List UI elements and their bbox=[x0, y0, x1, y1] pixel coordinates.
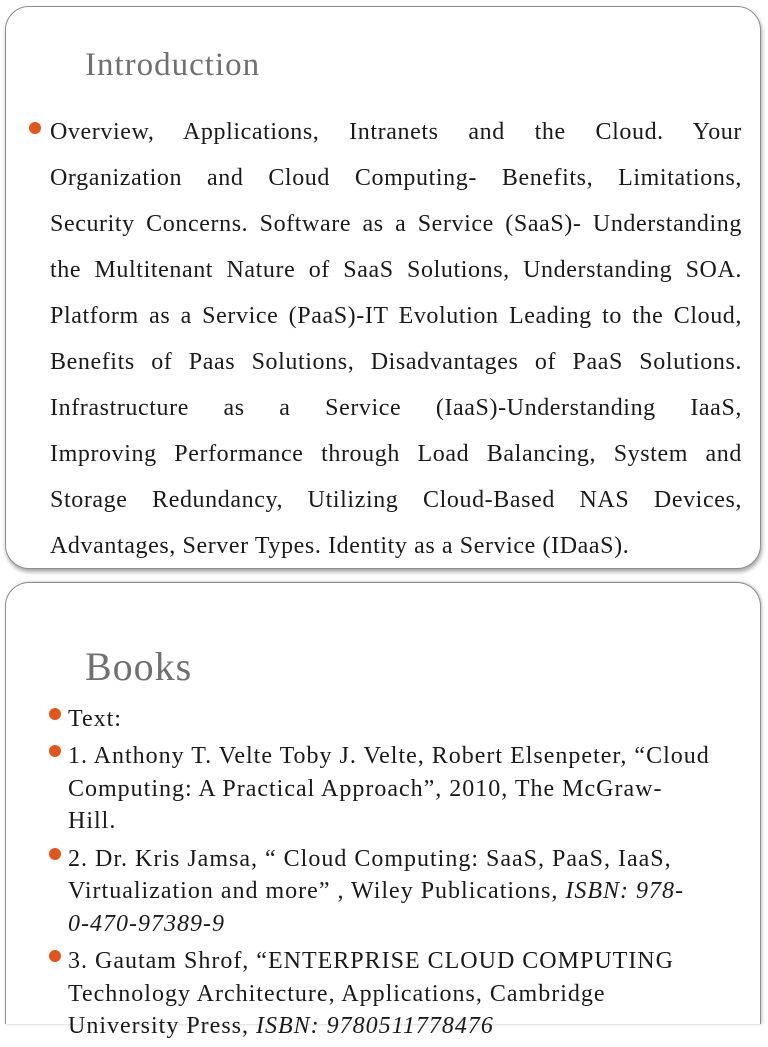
isbn-text: ISBN: 9780511778476 bbox=[256, 1013, 494, 1040]
list-item-text: Text: bbox=[68, 706, 122, 732]
list-item bbox=[49, 843, 749, 941]
slide-title: Introduction bbox=[85, 47, 261, 83]
list-item-text: Hill. bbox=[68, 808, 117, 835]
list-item-line bbox=[68, 908, 749, 941]
list-item-line bbox=[68, 740, 749, 773]
slide-introduction bbox=[5, 6, 761, 569]
list-item-line bbox=[68, 945, 749, 978]
list-item-line bbox=[68, 703, 749, 736]
intro-paragraph-line: Improving Performance through Load Balancing, System and bbox=[50, 441, 742, 467]
list-item bbox=[49, 740, 749, 838]
list-item-text: University Press, bbox=[68, 1013, 256, 1040]
list-item bbox=[49, 703, 749, 736]
list-item-line bbox=[68, 1010, 749, 1043]
intro-paragraph-line: Advantages, Server Types. Identity as a Service (IDaaS). bbox=[50, 533, 630, 559]
intro-paragraph-line: Infrastructure as a Service (IaaS)-Understanding IaaS, bbox=[50, 395, 742, 421]
list-item-line bbox=[68, 875, 749, 908]
list-item bbox=[49, 945, 749, 1043]
isbn-text: 0-470-97389-9 bbox=[68, 910, 225, 937]
list-item-line bbox=[68, 805, 749, 838]
books-list bbox=[49, 703, 749, 1047]
bullet-icon bbox=[49, 848, 61, 860]
intro-paragraph-line: the Multitenant Nature of SaaS Solutions, Understanding SOA. bbox=[50, 257, 742, 283]
bullet-icon bbox=[29, 122, 41, 134]
list-item-line bbox=[68, 843, 749, 876]
list-item-text: 1. Anthony T. Velte Toby J. Velte, Robert Elsenpeter, “Cloud bbox=[68, 743, 710, 770]
bullet-icon bbox=[49, 708, 61, 720]
intro-paragraph-line: Benefits of Paas Solutions, Disadvantages of PaaS Solutions. bbox=[50, 349, 742, 375]
slide-books bbox=[5, 582, 761, 1040]
list-item-line bbox=[68, 978, 749, 1011]
bullet-icon bbox=[49, 950, 61, 962]
list-item-text: Computing: A Practical Approach”, 2010, The McGraw- bbox=[68, 775, 663, 802]
intro-paragraph-line: Platform as a Service (PaaS)-IT Evolution Leading to the Cloud, bbox=[50, 303, 742, 329]
list-item-text: 2. Dr. Kris Jamsa, “ Cloud Computing: SaaS, PaaS, IaaS, bbox=[68, 845, 672, 872]
isbn-text: , ISBN: 978- bbox=[551, 878, 685, 905]
list-item-line bbox=[68, 773, 749, 806]
intro-paragraph-line: Overview, Applications, Intranets and the Cloud. Your bbox=[50, 119, 742, 145]
list-item-text: Technology Architecture, Applications, Cambridge bbox=[68, 980, 606, 1007]
list-item-text: 3. Gautam Shrof, “ENTERPRISE CLOUD COMPUTING bbox=[68, 947, 674, 974]
intro-paragraph-line: Security Concerns. Software as a Service (SaaS)- Understanding bbox=[50, 211, 742, 237]
list-item-text: Virtualization and more” , Wiley Publications bbox=[68, 878, 552, 905]
intro-paragraph-line: Organization and Cloud Computing- Benefits, Limitations, bbox=[50, 165, 742, 191]
intro-paragraph-line: Storage Redundancy, Utilizing Cloud-Based NAS Devices, bbox=[50, 487, 742, 513]
intro-paragraph bbox=[50, 109, 742, 569]
bullet-icon bbox=[49, 745, 61, 757]
slide-title: Books bbox=[85, 644, 193, 689]
